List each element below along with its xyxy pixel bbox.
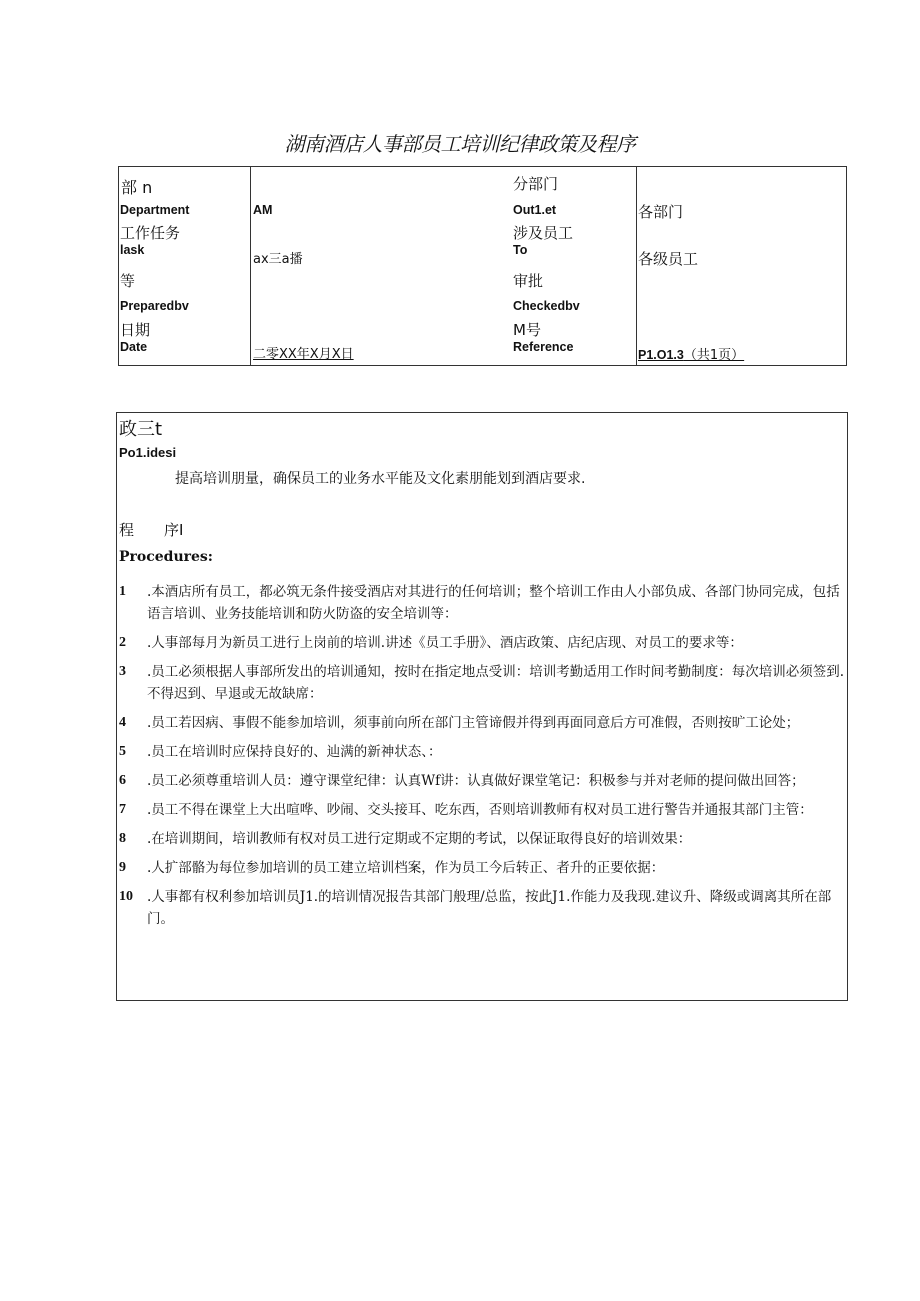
procedure-item <box>119 632 845 654</box>
to-label-zh: 涉及员工 <box>513 224 574 242</box>
checked-label-zh: 审批 <box>513 272 544 290</box>
header-info-table <box>118 166 847 366</box>
procedure-number: 2 <box>119 635 126 650</box>
task-label-en: lask <box>120 243 145 257</box>
policy-section <box>116 412 848 1001</box>
date-label-en: Date <box>120 340 148 354</box>
procedure-text: .本酒店所有员工，都必筑无条件接受酒店对其进行的任何培训；整个培训工作由人小部负成、各部门协同完成，包括语言培训、业务技能培训和防火防盗的安全培训等： <box>147 584 840 622</box>
procedure-text: .员工必须尊重培训人员：遵守课堂纪律：认真Wf讲：认真做好课堂笔记：积极参与并对老师的提问做出回答； <box>147 773 805 789</box>
prepared-label-en: Preparedbv <box>120 299 189 313</box>
reference-label-zh: M号 <box>513 321 541 339</box>
department-label-zh: 部 n <box>121 178 153 197</box>
procedures-list <box>119 581 845 937</box>
to-value: 各级员工 <box>638 250 699 268</box>
to-label-en: To <box>513 243 528 257</box>
department-value: AM <box>253 203 273 217</box>
procedure-text: .员工必须根据人事部所发出的培训通知，按时在指定地点受训：培训考勤适用工作时间考勤制度：每次培训必须签到.不得迟到、早退或无故缺席： <box>147 664 845 702</box>
procedure-item <box>119 770 845 792</box>
date-label-zh: 日期 <box>120 321 151 339</box>
procedure-number: 10 <box>119 889 133 904</box>
procedure-number: 4 <box>119 715 126 730</box>
procedure-text: .人扩部骼为每位参加培训的员工建立培训档案，作为员工今后转正、者升的正要依据： <box>147 860 665 876</box>
procedures-heading-en: Procedures: <box>119 549 213 565</box>
procedure-number: 6 <box>119 773 126 788</box>
procedure-text: .员工若因病、事假不能参加培训，须事前向所在部门主管谛假并得到再面同意后方可准假，否则按旷工论处； <box>147 715 800 731</box>
procedure-text: .人事都有权利参加培训员J1.的培训情况报告其部门般理/总监，按此J1.作能力及我现.建议升、降级或调离其所在部门。 <box>147 889 832 927</box>
procedure-item <box>119 857 845 879</box>
reference-pages: （共1页） <box>683 348 745 363</box>
procedure-item <box>119 886 845 930</box>
distribution-value: 各部门 <box>638 203 684 221</box>
procedure-item <box>119 712 845 734</box>
date-value: 二零XX年X月X日 <box>253 347 354 362</box>
procedure-text: .在培训期间，培训教师有权对员工进行定期或不定期的考试，以保证取得良好的培训效果： <box>147 831 692 847</box>
prepared-label-zh: 等 <box>120 272 136 290</box>
column-divider <box>250 167 251 365</box>
policy-heading-zh: 政三t <box>119 419 163 440</box>
procedure-item <box>119 661 845 705</box>
procedure-number: 8 <box>119 831 126 846</box>
reference-label-en: Reference <box>513 340 574 354</box>
reference-value <box>638 344 744 363</box>
column-divider <box>636 167 637 365</box>
procedure-item <box>119 828 845 850</box>
procedure-number: 1 <box>119 584 126 599</box>
procedure-item <box>119 741 845 763</box>
task-value: ax三a播 <box>253 252 303 267</box>
procedure-item <box>119 799 845 821</box>
procedure-text: .人事部每月为新员工进行上岗前的培训.讲述《员工手册》、酒店政策、店纪店现、对员工的要求等： <box>147 635 743 651</box>
policy-heading-en: Po1.idesi <box>119 445 177 460</box>
procedure-number: 7 <box>119 802 126 817</box>
checked-label-en: Checkedbv <box>513 299 580 313</box>
procedures-heading-zh: 程 序I <box>119 521 184 539</box>
distribution-label-zh: 分部门 <box>513 175 559 193</box>
policy-text: 提高培训朋量，确保员工的业务水平能及文化素朋能划到酒店要求. <box>175 471 586 487</box>
procedure-number: 3 <box>119 664 126 679</box>
department-label-en: Department <box>120 203 190 217</box>
document-title: 湖南酒店人事部员工培训纪律政策及程序 <box>284 132 636 156</box>
procedure-text: .员工在培训时应保持良好的、辿满的新神状态、： <box>147 744 442 760</box>
task-label-zh: 工作任务 <box>120 224 181 242</box>
distribution-label-en: Out1.et <box>513 203 557 217</box>
procedure-text: .员工不得在课堂上大出喧哗、吵闹、交头接耳、吃东西，否则培训教师有权对员工进行警告并通报其部门主管： <box>147 802 813 818</box>
procedure-number: 9 <box>119 860 126 875</box>
reference-code: P1.O1.3 <box>638 348 684 362</box>
procedure-number: 5 <box>119 744 126 759</box>
procedure-item <box>119 581 845 625</box>
